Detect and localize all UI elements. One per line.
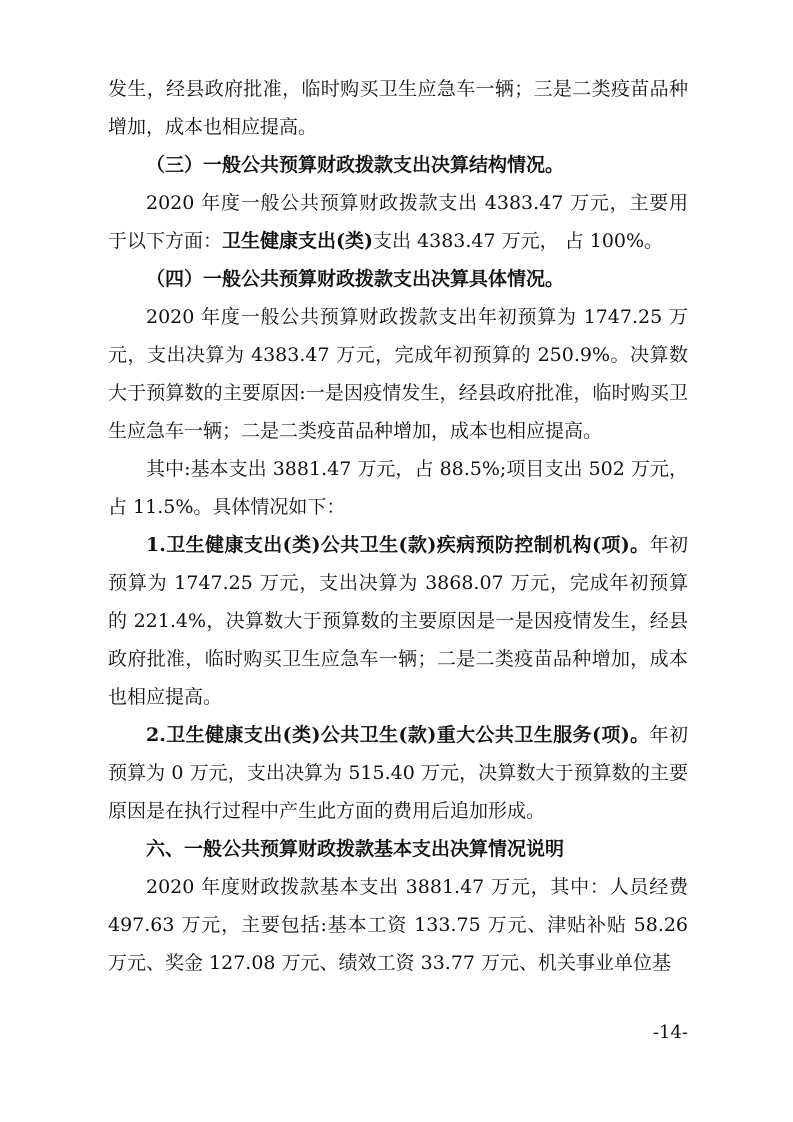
paragraph-structure-category: 卫生健康支出(类) [222, 230, 373, 252]
item-2-title: 2.卫生健康支出(类)公共卫生(款)重大公共卫生服务(项)。 [146, 724, 650, 746]
heading-basic-expenditure: 六、一般公共预算财政拨款基本支出决算情况说明 [146, 838, 565, 860]
item-1 [108, 526, 688, 716]
paragraph-continuation: 发生，经县政府批准，临时购买卫生应急车一辆；三是二类疫苗品种增加，成本也相应提高。 [108, 78, 688, 138]
paragraph-details: 2020 年度一般公共预算财政拨款支出年初预算为 1747.25 万元，支出决算为 4383.47 万元，完成年初预算的 250.9%。决算数大于预算数的主要原因:一是因疫情发生，经县政府批准，临时购买卫生应急车一辆；二是二类疫苗品种增加，成本也相应提高。 [108, 306, 688, 442]
paragraph-structure [108, 184, 688, 260]
item-1-title: 1.卫生健康支出(类)公共卫生(款)疾病预防控制机构(项)。 [146, 534, 650, 556]
body-text [108, 70, 688, 982]
paragraph-basic-expenditure: 2020 年度财政拨款基本支出 3881.47 万元，其中：人员经费 497.63 万元，主要包括:基本工资 133.75 万元、津贴补贴 58.26 万元、奖金 127.08 万元、绩效工资 33.77 万元、机关事业单位基 [108, 876, 688, 974]
item-2-body: 年初预算为 0 万元，支出决算为 515.40 万元，决算数大于预算数的主要原因是在执行过程中产生此方面的费用后追加形成。 [108, 724, 688, 822]
paragraph-breakdown: 其中:基本支出 3881.47 万元，占 88.5%;项目支出 502 万元，占 11.5%。具体情况如下： [108, 458, 688, 518]
heading-details: （四）一般公共预算财政拨款支出决算具体情况。 [146, 268, 565, 290]
heading-structure: （三）一般公共预算财政拨款支出决算结构情况。 [146, 154, 565, 176]
paragraph-structure-amount: 支出 4383.47 万元， 占 100%。 [373, 230, 664, 252]
item-2 [108, 716, 688, 830]
paragraph-structure-lead: 2020 年度一般公共预算财政拨款支出 4383.47 万元，主要用于以下方面： [108, 192, 688, 252]
page-number: -14- [652, 1022, 688, 1043]
item-1-body: 年初预算为 1747.25 万元，支出决算为 3868.07 万元，完成年初预算的 221.4%，决算数大于预算数的主要原因是一是因疫情发生，经县政府批准，临时购买卫生应急车一辆；二是二类疫苗品种增加，成本也相应提高。 [108, 534, 688, 708]
